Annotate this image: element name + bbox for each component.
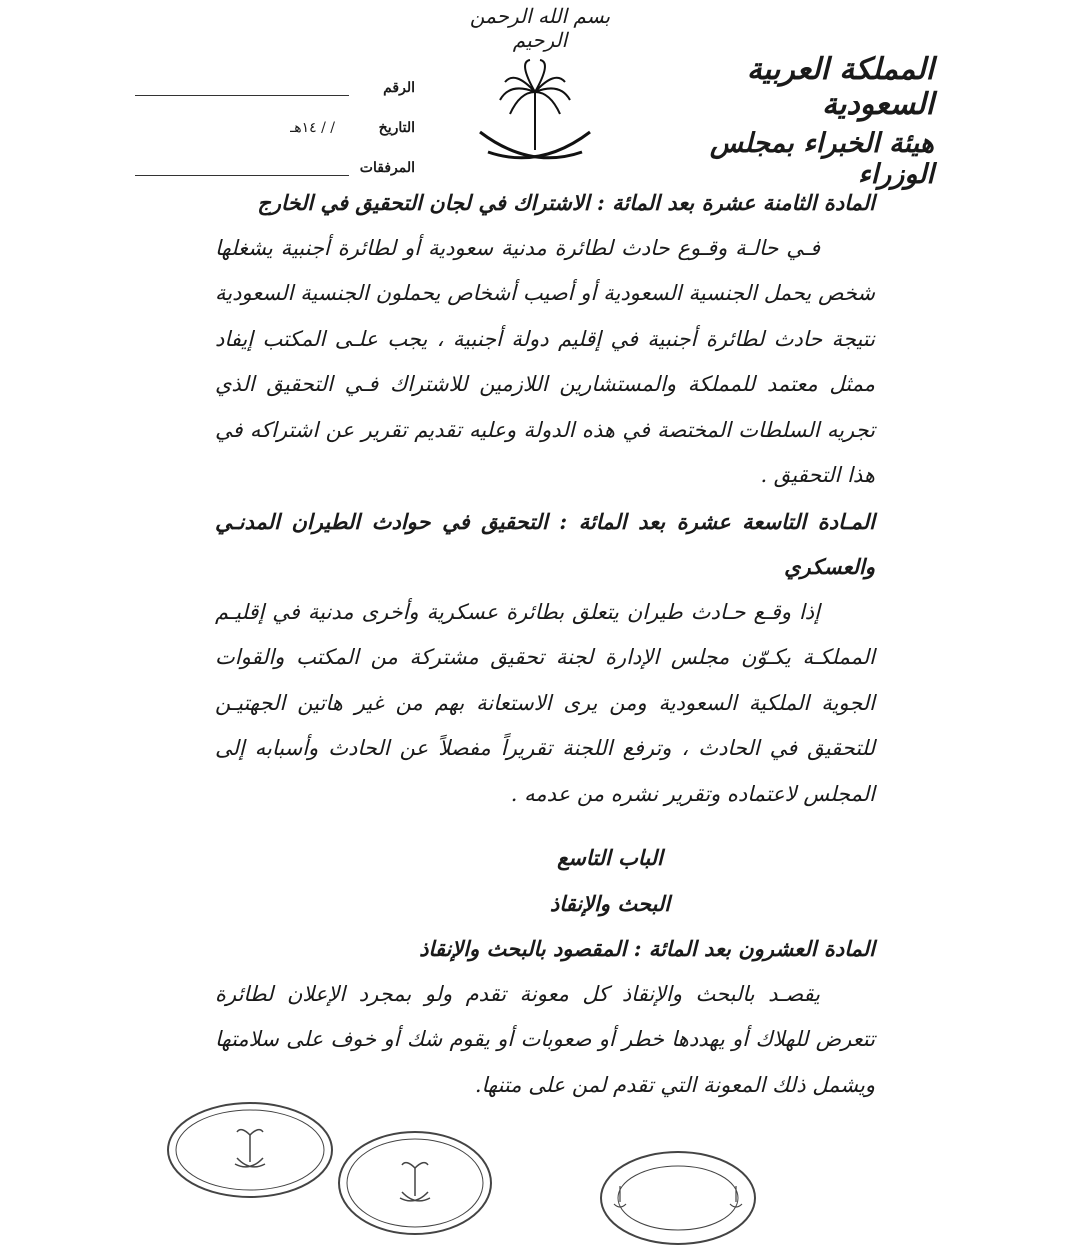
letter-meta (135, 56, 415, 176)
chapter-title: الباب التاسع (557, 845, 663, 870)
palm-swords-emblem-icon (470, 52, 600, 182)
article-118-title: المادة الثامنة عشرة بعد المائة : الاشتراك في لجان التحقيق في الخارج (257, 190, 875, 215)
letterhead-org (654, 52, 934, 190)
article-120-body: يقصـد بالبحث والإنقاذ كل معونة تقدم ولو بمجرد الإعلان لطائرة تتعرض للهلاك أو يهددها خطر أو صعوبات أو يقوم شك أو خوف على سلامتها ويشمل ذلك المعونة التي تقدم لمن على متنها. (215, 981, 875, 1097)
org-name-line2: هيئة الخبراء بمجلس الوزراء (709, 128, 934, 190)
article-119-title: المـادة التاسعة عشرة بعد المائة : التحقيق في حوادث الطيران المدنـي والعسكري (215, 508, 875, 579)
attachments-row (135, 136, 415, 176)
date-value: / / ١٤هـ (290, 120, 335, 136)
stamp-cabinet-presidency (598, 1148, 758, 1248)
basmala: بسم الله الرحمن الرحيم (469, 4, 611, 52)
stamp-general-secretariat (335, 1128, 495, 1238)
ref-label: الرقم (383, 80, 415, 96)
ref-line (135, 81, 349, 96)
ref-row (135, 56, 415, 96)
article-118-body: فـي حالـة وقـوع حادث لطائرة مدنية سعودية أو لطائرة أجنبية يشغلها شخص يحمل الجنسية السعودية أو أصيب أشخاص يحملون الجنسية السعودية نتيجة حادث لطائرة أجنبية في إقليم دولة أجنبية ، يجب علـى المكتب إيفاد ممثل معتمد للمملكة والمستشارين اللازمين للاشتراك فـي التحقيق الذي تجريه السلطات المختصة في هذه الدولة وعليه تقديم تقرير عن اشتراكه في هذا التحقيق . (215, 235, 875, 487)
date-label: التاريخ (378, 120, 415, 136)
chapter-subtitle: البحث والإنقاذ (549, 890, 671, 916)
attachments-line (135, 161, 349, 176)
org-name-line1: المملكة العربية السعودية (746, 52, 934, 122)
document-body (215, 180, 875, 1108)
article-120-title: المادة العشرون بعد المائة : المقصود بالبحث والإنقاذ (419, 936, 875, 961)
attachments-label: المرفقات (359, 160, 415, 176)
stamp-experts-commission (165, 1100, 335, 1200)
article-119-body: إذا وقـع حـادث طيران يتعلق بطائرة عسكرية وأخرى مدنية في إقليـم المملكـة يكـوّن مجلس الإدارة لجنة تحقيق مشتركة من المكتب والقوات الجوية الملكية السعودية ومن يرى الاستعانة بهم من غير هاتين الجهتيـن للتحقيق في الحادث ، وترفع اللجنة تقريراً مفصلاً عن الحادث وأسبابه إلى المجلس لاعتماده وتقرير نشره من عدمه . (215, 599, 875, 806)
date-row (135, 96, 415, 136)
